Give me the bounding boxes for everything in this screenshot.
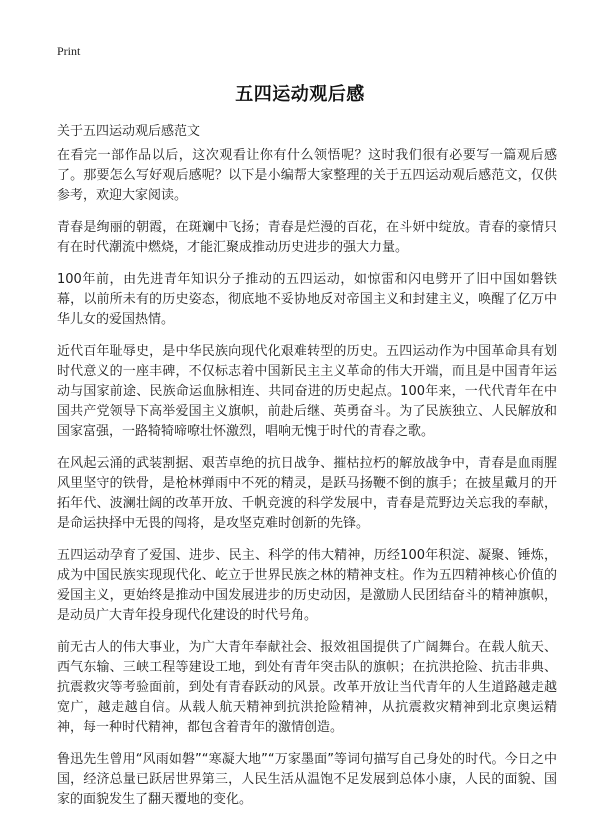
paragraph-3: 100年前，由先进青年知识分子推动的五四运动，如惊雷和闪电劈开了旧中国如磐铁幕，以前所未有的历史姿态，彻底地不妥协地反对帝国主义和封建主义，唤醒了亿万中华儿女的爱国热情。 (57, 272, 557, 327)
article-subtitle: 关于五四运动观后感范文 (57, 124, 201, 139)
paragraph-5: 在风起云涌的武装割据、艰苦卓绝的抗日战争、摧枯拉朽的解放战争中，青春是血雨腥风里坚守的铁骨，是枪林弹雨中不死的精灵，是跃马扬鞭不倒的旗手；在披星戴月的开拓年代、波澜壮阔的改革开放、千帆竞渡的科学发展中，青春是荒野边关忘我的奉献，是命运抉择中无畏的闯将，是攻坚克难时创新的先锋。 (57, 456, 557, 531)
paragraph-2: 青春是绚丽的朝霞，在斑斓中飞扬；青春是烂漫的百花，在斗妍中绽放。青春的豪情只有在时代潮流中燃烧，才能汇聚成推动历史进步的强大力量。 (57, 220, 557, 255)
article-body (57, 146, 557, 822)
paragraph-8: 鲁迅先生曾用“风雨如磐”“寒凝大地”“万家墨面”等词句描写自己身处的时代。今日之中国，经济总量已跃居世界第三，人民生活从温饱不足发展到总体小康，人民的面貌、国家的面貌发生了翻天覆地的变化。 (57, 752, 557, 807)
paragraph-7: 前无古人的伟大事业，为广大青年奉献社会、报效祖国提供了广阔舞台。在载人航天、西气东输、三峡工程等建设工地，到处有青年突击队的旗帜；在抗洪抢险、抗击非典、抗震救灾等考验面前，到处有青春跃动的风景。改革开放让当代青年的人生道路越走越宽广，越走越自信。从载人航天精神到抗洪抢险精神，从抗震救灾精神到北京奥运精神，每一种时代精神，都包含着青年的激情创造。 (57, 640, 557, 735)
paragraph-4: 近代百年耻辱史，是中华民族向现代化艰难转型的历史。五四运动作为中国革命具有划时代意义的一座丰碑，不仅标志着中国新民主主义革命的伟大开端，而且是中国青年运动与国家前途、民族命运血脉相连、共同奋进的历史起点。100年来，一代代青年在中国共产党领导下高举爱国主义旗帜，前赴后继、英勇奋斗。为了民族独立、人民解放和国家富强，一路犄犄啼嘹壮怀激烈，唱响无愧于时代的青春之歌。 (57, 344, 557, 439)
print-link[interactable]: Print (57, 44, 81, 58)
paragraph-6: 五四运动孕育了爱国、进步、民主、科学的伟大精神，历经100年积淀、凝聚、锤炼，成为中国民族实现现代化、屹立于世界民族之林的精神支柱。作为五四精神核心价值的爱国主义，更始终是推动中国发展进步的历史动因，是激励人民团结奋斗的精神旗帜，是动员广大青年投身现代化建设的时代号角。 (57, 548, 557, 623)
page-title: 五四运动观后感 (235, 84, 365, 105)
paragraph-1: 在看完一部作品以后，这次观看让你有什么领悟呢？这时我们很有必要写一篇观后感了。那要怎么写好观后感呢？以下是小编帮大家整理的关于五四运动观后感范文，仅供参考，欢迎大家阅读。 (57, 148, 557, 203)
